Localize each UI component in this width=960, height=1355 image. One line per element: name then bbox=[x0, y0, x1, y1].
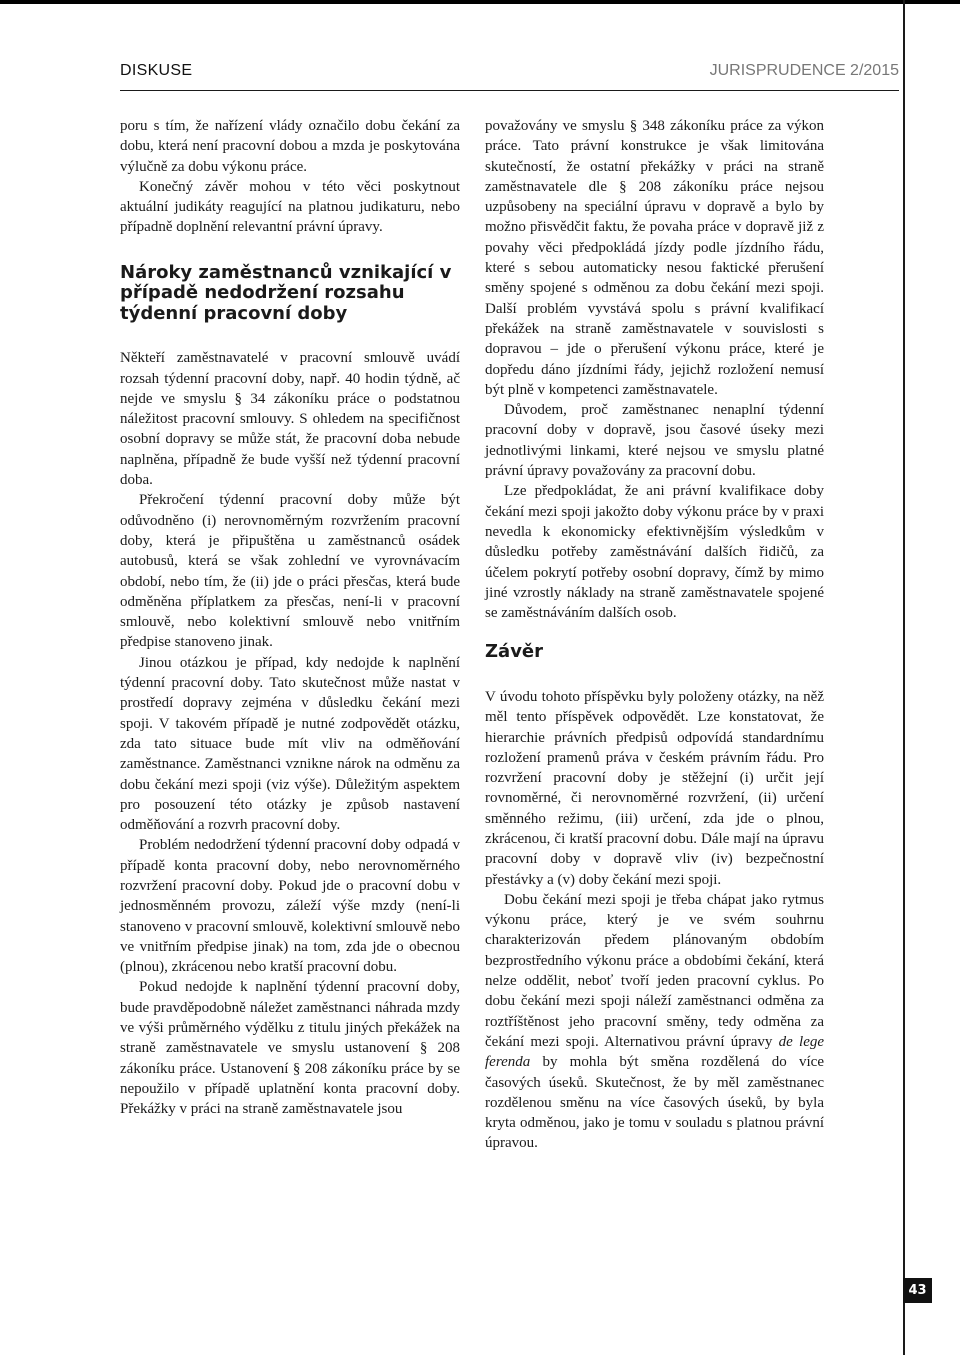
paragraph bbox=[485, 890, 824, 1154]
paragraph: Konečný závěr mohou v této věci poskytnout aktuální judikáty reagující na platnou judikaturu, nebo případně doplnění relevantní právní úpravy. bbox=[120, 178, 460, 236]
paragraph: poru s tím, že nařízení vlády označilo dobu čekání za dobu, která není pracovní dobou a mzda je poskytována výlučně za dobu výkonu práce. bbox=[120, 118, 460, 175]
right-margin-rule bbox=[903, 0, 905, 1355]
paragraph: Lze předpokládat, že ani právní kvalifikace doby čekání mezi spoji jakožto doby výkonu práce by v praxi nevedla k ekonomicky efektivnějším výsledkům v důsledku potřeby zaměstnávání dalších řidičů, za účelem pokrytí potřeby osobní dopravy, čímž by mimo jiné vzrostly náklady na straně zaměstnavatele spojené se zaměstnáváním dalších osob. bbox=[485, 483, 824, 622]
right-column bbox=[485, 116, 824, 1154]
section-label: DISKUSE bbox=[120, 62, 193, 79]
conclusion-heading: Závěr bbox=[485, 641, 544, 663]
paragraph: Důvodem, proč zaměstnanec nenaplní týdenní pracovní doby v dopravě, jsou časové úseky mezi jednotlivými linkami, které nejsou ve smyslu platné právní úpravy považovány za pracovní dobu. bbox=[485, 402, 824, 480]
header-divider bbox=[120, 90, 899, 91]
italic-term: de lege ferenda bbox=[485, 1033, 825, 1071]
running-header bbox=[120, 62, 899, 88]
left-column bbox=[120, 116, 460, 1120]
paragraph: považovány ve smyslu § 348 zákoníku práce za výkon práce. Tato právní konstrukce je však limitována skutečností, že ostatní překážky v práci na straně zaměstnavatele dle § 208 zákoníku práce nejsou uzpůsobeny na speciální úpravu v dopravě a bylo by možno přisvědčit faktu, že povaha práce v dopravě již z povahy věci předpokládá jízdy podle jízdního řádu, které s sebou automaticky nesou faktické přerušení směny spojené s odměnou za dobu čekání mezi spoji. Další problém vyvstává spolu s právní kvalifikací překážek na straně zaměstnavatele v souvislosti s dopravou – jde o přerušení výkonu práce, které je dopředu dáno jízdními řády, jejichž rozložení nemusí být plně v kompetenci zaměstnavatele. bbox=[485, 118, 824, 398]
paragraph: Překročení týdenní pracovní doby může být odůvodněno (i) nerovnoměrným rozvržením pracovní doby, která je připuštěna u zaměstnanců osádek autobusů, která se však zohlední ve vyrovnávacím období, nebo tím, že (ii) jde o práci přesčas, která bude odměněna příplatkem za přesčas, není-li v pracovní smlouvě, nebo kolektivní smlouvě nebo vnitřním předpise stanoveno jinak. bbox=[120, 492, 460, 651]
paragraph: Problém nedodržení týdenní pracovní doby odpadá v případě konta pracovní doby, nebo nerovnoměrného rozvržení pracovní doby. Pokud jde o pracovní dobu v jednosměnném provozu, záleží výše mzdy (není-li stanoveno v pracovní smlouvě, kolektivní smlouvě nebo ve vnitřním předpise jinak) na tom, zda jde o obecnou (plnou), zkrácenou nebo kratší pracovní dobu. bbox=[120, 837, 460, 976]
section-heading: Nároky zaměstnanců vznikající v případě nedodržení rozsahu týdenní pracovní doby bbox=[120, 261, 452, 324]
page-number: 43 bbox=[903, 1278, 932, 1303]
paragraph: Pokud nedojde k naplnění týdenní pracovní doby, bude pravděpodobně náležet zaměstnanci náhrada mzdy ve výši průměrného výdělku z titulu jiných překážek na straně zaměstnavatele ve smyslu ustanovení § 208 zákoníku práce. Ustanovení § 208 zákoníku práce by se nepoužilo v případě uplatnění konta pracovní doby. Překážky v práci na straně zaměstnavatele jsou bbox=[120, 979, 460, 1118]
top-border bbox=[0, 0, 960, 4]
journal-label: JURISPRUDENCE 2/2015 bbox=[709, 62, 899, 79]
text-run: by mohla být směna rozdělená do více časových úseků. Skutečnost, že by měl zaměstnanec rozdělenou směnu na více časových úseků, by byla kryta odměnou, jako je tomu v souladu s platnou právní úpravou. bbox=[485, 1054, 824, 1152]
text-run: Dobu čekání mezi spoji je třeba chápat jako rytmus výkonu práce, který je ve svém souhrnu charakterizován předem plánovaným obdobím bezprostředního výkonu práce a obdobími čekání, která nelze oddělit, neboť tvoří jeden pracovní cyklus. Po dobu čekání mezi spoji náleží zaměstnanci odměna za roztříštěnost jeho pracovní směny, tedy odměna za čekání mezi spoji. Alternativou právní úpravy bbox=[485, 891, 824, 1050]
paragraph: V úvodu tohoto příspěvku byly položeny otázky, na něž měl tento příspěvek odpovědět. Lze konstatovat, že hierarchie právních předpisů odpovídá standardnímu rozložení pramenů práva v českém právním řádu. Pro rozvržení pracovní doby je stěžejní (i) určit její rovnoměrné, či nerovnoměrné rozvržení, (ii) určení směnného režimu, (iii) určení, zda jde o plnou, zkrácenou, či kratší pracovní dobu. Dále mají na úpravu pracovní doby v dopravě vliv (iv) bezpečnostní přestávky a (v) doby čekání mezi spoji. bbox=[485, 688, 824, 888]
paragraph: Někteří zaměstnavatelé v pracovní smlouvě uvádí rozsah týdenní pracovní doby, např. 40 hodin týdně, ač nejde ve smyslu § 34 zákoníku práce o podstatnou náležitost pracovní smlouvy. S ohledem na specifičnost osobní dopravy se může stát, že pracovní doba nebude naplněna, případně že bude vyšší než týdenní pracovní doba. bbox=[120, 350, 460, 489]
paragraph: Jinou otázkou je případ, kdy nedojde k naplnění týdenní pracovní doby. Tato skutečnost může nastat v prostředí dopravy zejména v důsledku čekání mezi spoji. V takovém případě je nutné zodpovědět otázku, zda tato situace bude mít vliv na odměňování zaměstnance. Zaměstnanci vznikne nárok na odměnu za dobu čekání mezi spoji (viz výše). Důležitým aspektem pro posouzení této otázky je způsob nastavení odměňování a rozvrh pracovní doby. bbox=[120, 654, 460, 834]
